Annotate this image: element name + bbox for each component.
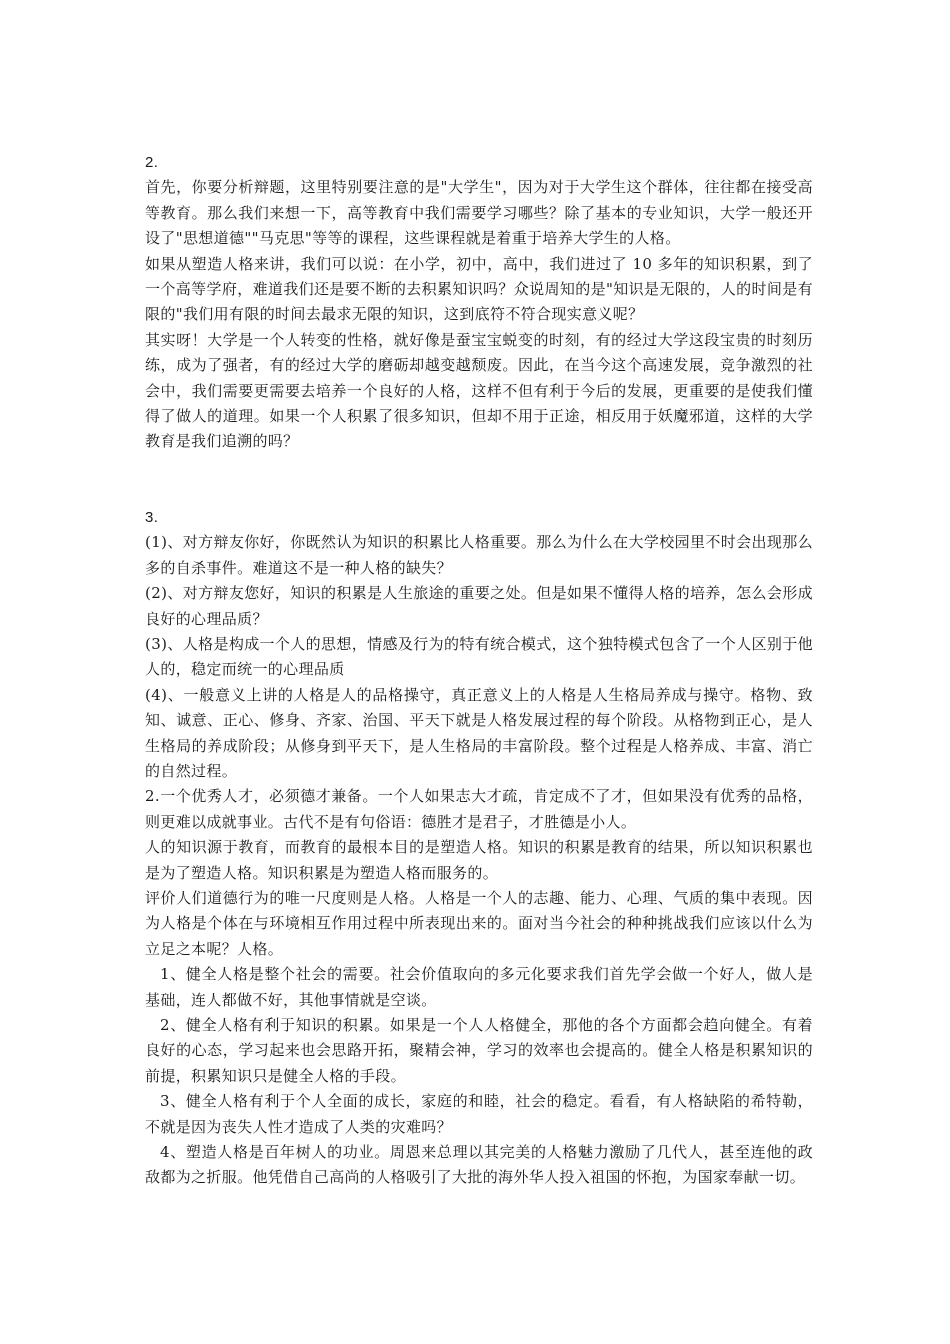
section-3-paragraph: (2)、对方辩友您好，知识的积累是人生旅途的重要之处。但是如果不懂得人格的培养，怎么会形成良好的心理品质？	[145, 584, 813, 628]
numbered-point: 1、健全人格是整个社会的需要。社会价值取向的多元化要求我们首先学会做一个好人，做人是基础，连人都做不好，其他事情就是空谈。	[145, 965, 813, 1009]
section-spacer	[145, 455, 813, 505]
numbered-point: 2、健全人格有利于知识的积累。如果是一个人人格健全，那他的各个方面都会趋向健全。有着良好的心态，学习起来也会思路开拓，聚精会神，学习的效率也会提高的。健全人格是积累知识的前提，积累知识只是健全人格的手段。	[145, 1016, 813, 1085]
section-2-heading: 2.	[145, 154, 159, 171]
section-3-paragraph: (1)、对方辩友你好，你既然认为知识的积累比人格重要。那么为什么在大学校园里不时会出现那么多的自杀事件。难道这不是一种人格的缺失？	[145, 533, 813, 577]
section-3-paragraph: (3)、人格是构成一个人的思想，情感及行为的特有统合模式，这个独特模式包含了一个人区别于他人的，稳定而统一的心理品质	[145, 634, 813, 679]
section-3-paragraph: 2.一个优秀人才，必须德才兼备。一个人如果志大才疏，肯定成不了才，但如果没有优秀的品格，则更难以成就事业。古代不是有句俗语：德胜才是君子，才胜德是小人。	[145, 787, 813, 831]
numbered-point: 3、健全人格有利于个人全面的成长，家庭的和睦，社会的稳定。看看，有人格缺陷的希特勒，不就是因为丧失人性才造成了人类的灾难吗？	[145, 1092, 813, 1136]
section-3-paragraph: 人的知识源于教育，而教育的最根本目的是塑造人格。知识的积累是教育的结果，所以知识积累也是为了塑造人格。知识积累是为塑造人格而服务的。	[145, 838, 813, 882]
section-3-paragraph: 评价人们道德行为的唯一尺度则是人格。人格是一个人的志趣、能力、心理、气质的集中表现。因为人格是个体在与环境相互作用过程中所表现出来的。面对当今社会的种种挑战我们应该以什么为立足之本呢？人格。	[145, 888, 813, 958]
numbered-point: 4、塑造人格是百年树人的功业。周恩来总理以其完美的人格魅力激励了几代人，甚至连他的政敌都为之折服。他凭借自己高尚的人格吸引了大批的海外华人投入祖国的怀抱，为国家奉献一切。	[145, 1143, 813, 1187]
document-body	[145, 150, 813, 1191]
section-3-heading: 3.	[145, 508, 159, 526]
section-3-paragraph: (4)、一般意义上讲的人格是人的品格操守，真正意义上的人格是人生格局养成与操守。格物、致知、诚意、正心、修身、齐家、治国、平天下就是人格发展过程的每个阶段。从格物到正心，是人生格局的养成阶段；从修身到平天下，是人生格局的丰富阶段。整个过程是人格养成、丰富、消亡的自然过程。	[145, 685, 813, 780]
section-2-paragraph: 其实呀！大学是一个人转变的性格，就好像是蚕宝宝蜕变的时刻，有的经过大学这段宝贵的时刻历练，成为了强者，有的经过大学的磨砺却越变越颓废。因此，在当今这个高速发展，竞争激烈的社会中，我们需要更需要去培养一个良好的人格，这样不但有利于今后的发展，更重要的是使我们懂得了做人的道理。如果一个人积累了很多知识，但却不用于正途，相反用于妖魔邪道，这样的大学教育是我们追溯的吗？	[145, 330, 813, 451]
section-2-paragraph: 首先，你要分析辩题，这里特别要注意的是"大学生"，因为对于大学生这个群体，往往都在接受高等教育。那么我们来想一下，高等教育中我们需要学习哪些？除了基本的专业知识，大学一般还开设了"思想道德""马克思"等等的课程，这些课程就是着重于培养大学生的人格。	[145, 178, 813, 248]
section-2-paragraph: 如果从塑造人格来讲，我们可以说：在小学，初中，高中，我们进过了 10 多年的知识积累，到了一个高等学府，难道我们还是要不断的去积累知识吗？众说周知的是"知识是无限的，人的时间是有限的"我们用有限的时间去最求无限的知识，这到底符不符合现实意义呢？	[145, 254, 813, 324]
